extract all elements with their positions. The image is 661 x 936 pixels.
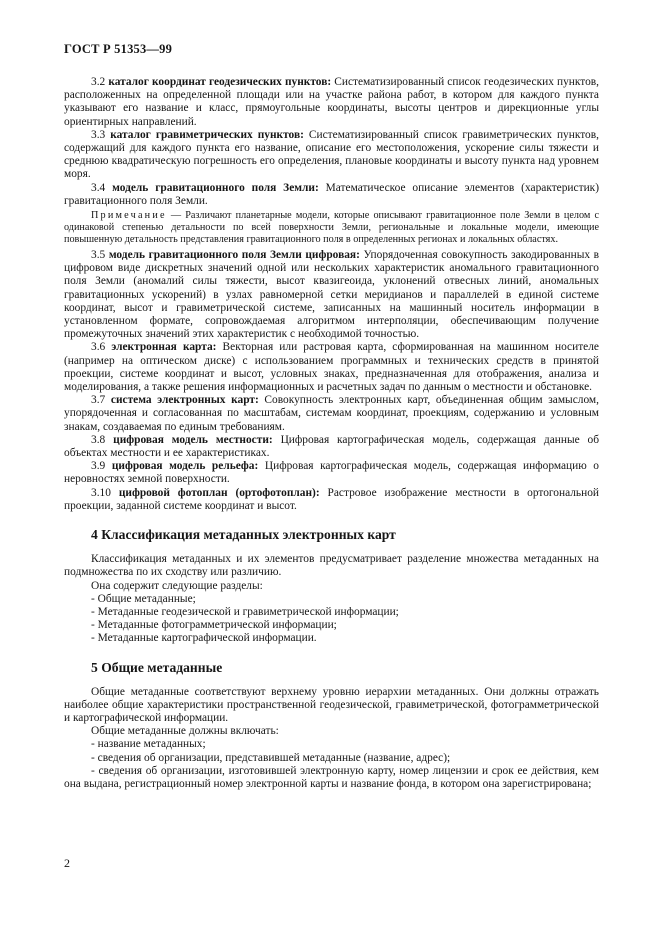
- list-item: - Метаданные геодезической и гравиметрической информации;: [91, 605, 399, 618]
- definition-number: 3.7: [91, 394, 106, 407]
- definition-number: 3.4: [91, 181, 106, 194]
- definition-number: 3.9: [91, 460, 106, 473]
- definition-term: система электронных карт:: [110, 394, 259, 407]
- list-item: - сведения об организации, представившей метаданные (название, адрес);: [91, 751, 451, 764]
- list-item: - сведения об организации, изготовившей электронную карту, номер лицензии и срок ее действия, кем она выдана, регистрационный номер электронной карты и название фонда, в котором она зарегистрирована;: [64, 764, 599, 790]
- list-item: - название метаданных;: [91, 738, 206, 751]
- definition-term: модель гравитационного поля Земли:: [112, 181, 319, 194]
- definition-text: Растровое изображение местности в ортогональной проекции, заданной системе координат и высот.: [64, 486, 599, 512]
- definition-term: электронная карта:: [111, 341, 217, 354]
- definition-term: цифровая модель местности:: [113, 433, 273, 446]
- note-paragraph: [64, 210, 599, 246]
- definition-text: Совокупность электронных карт, объединенная общим замыслом, упорядоченная и согласованная по масштабам, системам координат, проекциям, содержанию и условным знакам, создаваемая по единым требованиям.: [64, 394, 599, 433]
- definition-text: Математическое описание элементов (характеристик) гравитационного поля Земли.: [64, 181, 599, 207]
- definition-text: Векторная или растровая карта, сформированная на машинном носителе (например на оптическом диске) с использованием программных и технических средств в принятой проекции, системе координат и высот, условных знаках, предназначенная для отображения, анализа и моделирования, а также решения информационных и расчетных задач по данным о местности и обстановке.: [64, 341, 599, 394]
- note-text: — Различают планетарные модели, которые описывают гравитационное поле Земли в целом с одинаковой степенью детальности по всей поверхности Земли, региональные и локальные модели, имеющие повышенную детальность представления гравитационного поля в определенных регионах и локальных областях.: [64, 210, 599, 246]
- definition-term: каталог гравиметрических пунктов:: [110, 128, 304, 141]
- page-number: 2: [64, 856, 70, 870]
- definition-term: каталог координат геодезических пунктов:: [108, 76, 332, 88]
- definition-3-9: [64, 460, 599, 486]
- standard-header: ГОСТ Р 51353—99: [64, 42, 173, 56]
- definition-number: 3.2: [91, 76, 106, 88]
- definition-term: модель гравитационного поля Земли цифровая:: [108, 249, 360, 262]
- list-item: - Общие метаданные;: [91, 592, 196, 605]
- definition-term: цифровой фотоплан (ортофотоплан):: [118, 486, 320, 499]
- definition-3-8: [64, 434, 599, 460]
- definition-term: цифровая модель рельефа:: [111, 460, 259, 473]
- definition-number: 3.8: [91, 433, 106, 446]
- definition-3-2: [64, 76, 599, 129]
- definition-3-3: [64, 129, 599, 182]
- definition-text: Систематизированный список геодезических пунктов, расположенных на определенной площади или на участке района работ, в котором для каждого пункта указывают его название и класс, прямоугольные координаты, высоты центров и дирекционные углы ориентирных направлений.: [64, 76, 600, 128]
- definition-3-7: [64, 394, 599, 434]
- section-5-intro: Общие метаданные соответствуют верхнему уровню иерархии метаданных. Они должны отражать наиболее общие характеристики пространственной геодезической, гравиметрической, фотограмметрической и картографической информации.: [64, 685, 599, 724]
- definition-number: 3.10: [91, 486, 111, 499]
- list-item: - Метаданные картографической информации.: [91, 632, 317, 645]
- section-4-heading: 4 Классификация метаданных электронных карт: [91, 527, 396, 543]
- section-4-lead: Она содержит следующие разделы:: [91, 579, 263, 592]
- list-item: - Метаданные фотограмметрической информации;: [91, 619, 337, 632]
- section-5-heading: 5 Общие метаданные: [91, 659, 223, 675]
- definition-text: Систематизированный список гравиметрических пунктов, содержащий для каждого пункта его название, описание его местоположения, ускорение силы тяжести и среднюю квадратическую погрешность его определения, плановые координаты и высоту пункта над уровнем моря.: [64, 128, 599, 181]
- page-body: [64, 76, 599, 791]
- section-5-lead: Общие метаданные должны включать:: [91, 725, 279, 738]
- definition-3-6: [64, 341, 599, 394]
- definition-3-5: [64, 249, 599, 341]
- definition-3-10: [64, 487, 599, 513]
- note-label: Примечание: [91, 210, 167, 222]
- definition-number: 3.3: [91, 128, 106, 141]
- definition-3-4: [64, 182, 599, 208]
- definition-number: 3.6: [91, 341, 106, 354]
- definition-text: Цифровая картографическая модель, содержащая данные об объектах местности и ее характеристиках.: [64, 433, 599, 460]
- section-4-intro: Классификация метаданных и их элементов предусматривает разделение множества метаданных на подмножества по их сходству или различию.: [64, 553, 599, 579]
- definition-number: 3.5: [91, 249, 106, 262]
- definition-text: Упорядоченная совокупность закодированных в цифровом виде дискретных значений одной или нескольких характеристик аномального гравитационного поля Земли (аномалий силы тяжести, высот квазигеоида, уклонений отвесных линий, аномальных гравитационных ускорений) в узлах равномерной сетки меридианов и параллелей в единой системе координат, высот и гравиметрической системе, записанных на машинный носитель информации в установленном формате, сопровождаемая алгоритмом интерполяции, обеспечивающим получение промежуточных значений этих характеристик с необходимой точностью.: [64, 249, 600, 341]
- definition-text: Цифровая картографическая модель, содержащая информацию о неровностях земной поверхности.: [64, 460, 599, 486]
